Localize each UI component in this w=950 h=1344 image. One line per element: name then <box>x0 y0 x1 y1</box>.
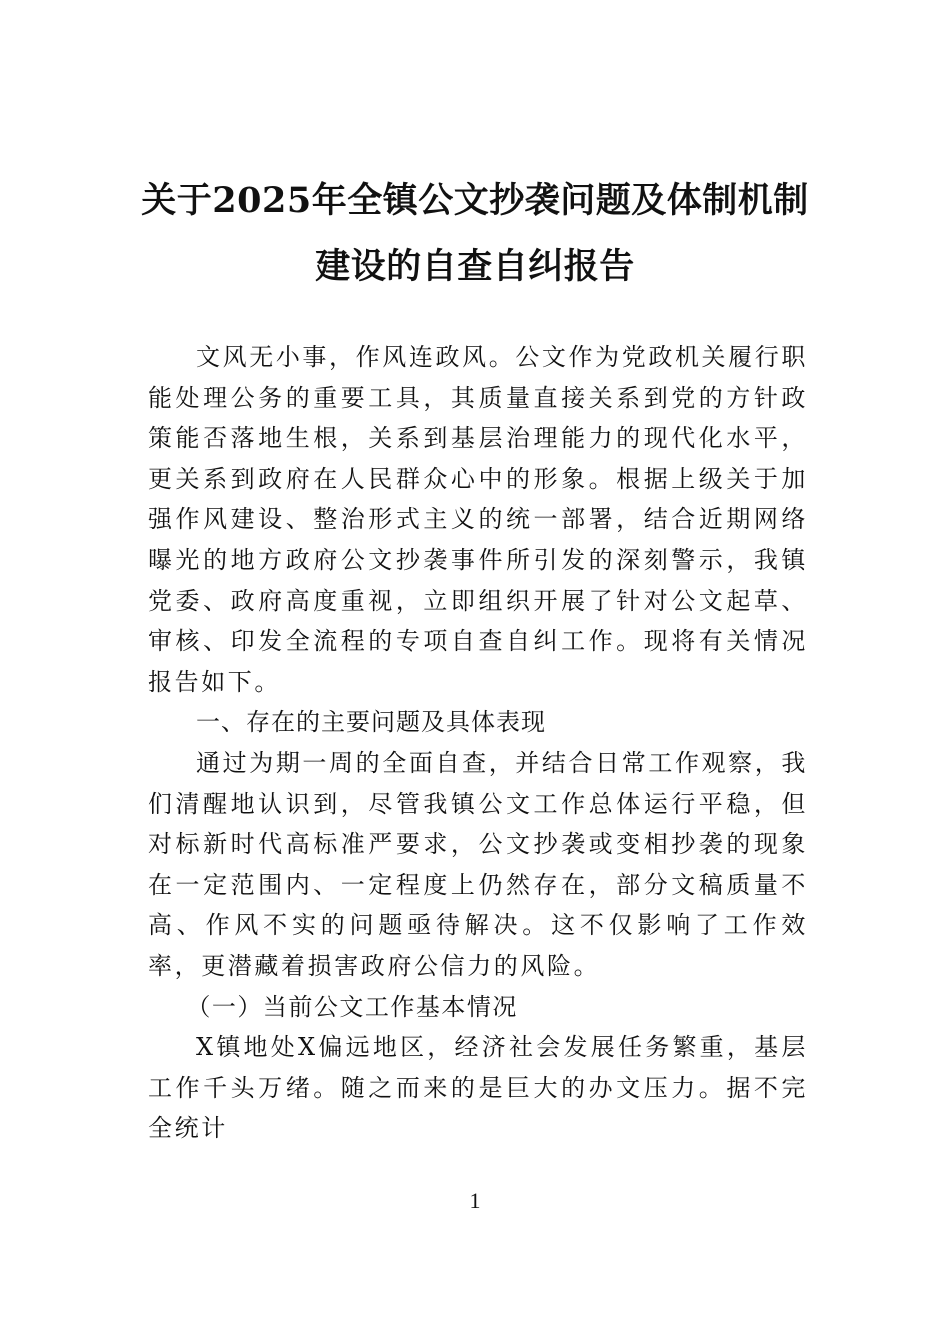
title-line-1: 关于2025年全镇公文抄袭问题及体制机制 <box>141 180 809 221</box>
document-title <box>140 168 810 300</box>
intro-paragraph: 文风无小事，作风连政风。公文作为党政机关履行职能处理公务的重要工具，其质量直接关系到党的方针政策能否落地生根，关系到基层治理能力的现代化水平，更关系到政府在人民群众心中的形象。根据上级关于加强作风建设、整治形式主义的统一部署，结合近期网络曝光的地方政府公文抄袭事件所引发的深刻警示，我镇党委、政府高度重视，立即组织开展了针对公文起草、审核、印发全流程的专项自查自纠工作。现将有关情况报告如下。 <box>148 343 808 696</box>
page-number: 1 <box>469 1188 481 1213</box>
section-paragraph-problems: 通过为期一周的全面自查，并结合日常工作观察，我们清醒地认识到，尽管我镇公文工作总体运行平稳，但对标新时代高标准严要求，公文抄袭或变相抄袭的现象在一定范围内、一定程度上仍然存在，部分文稿质量不高、作风不实的问题亟待解决。这不仅影响了工作效率，更潜藏着损害政府公信力的风险。 <box>148 748 808 980</box>
subsection-paragraph-status: X镇地处X偏远地区，经济社会发展任务繁重，基层工作千头万绪。随之而来的是巨大的办文压力。据不完全统计 <box>148 1033 808 1143</box>
subsection-heading-status: （一）当前公文工作基本情况 <box>186 992 518 1021</box>
document-body <box>148 337 808 1149</box>
section-heading-problems: 一、存在的主要问题及具体表现 <box>196 708 546 737</box>
title-line-2: 建设的自查自纠报告 <box>315 246 635 287</box>
